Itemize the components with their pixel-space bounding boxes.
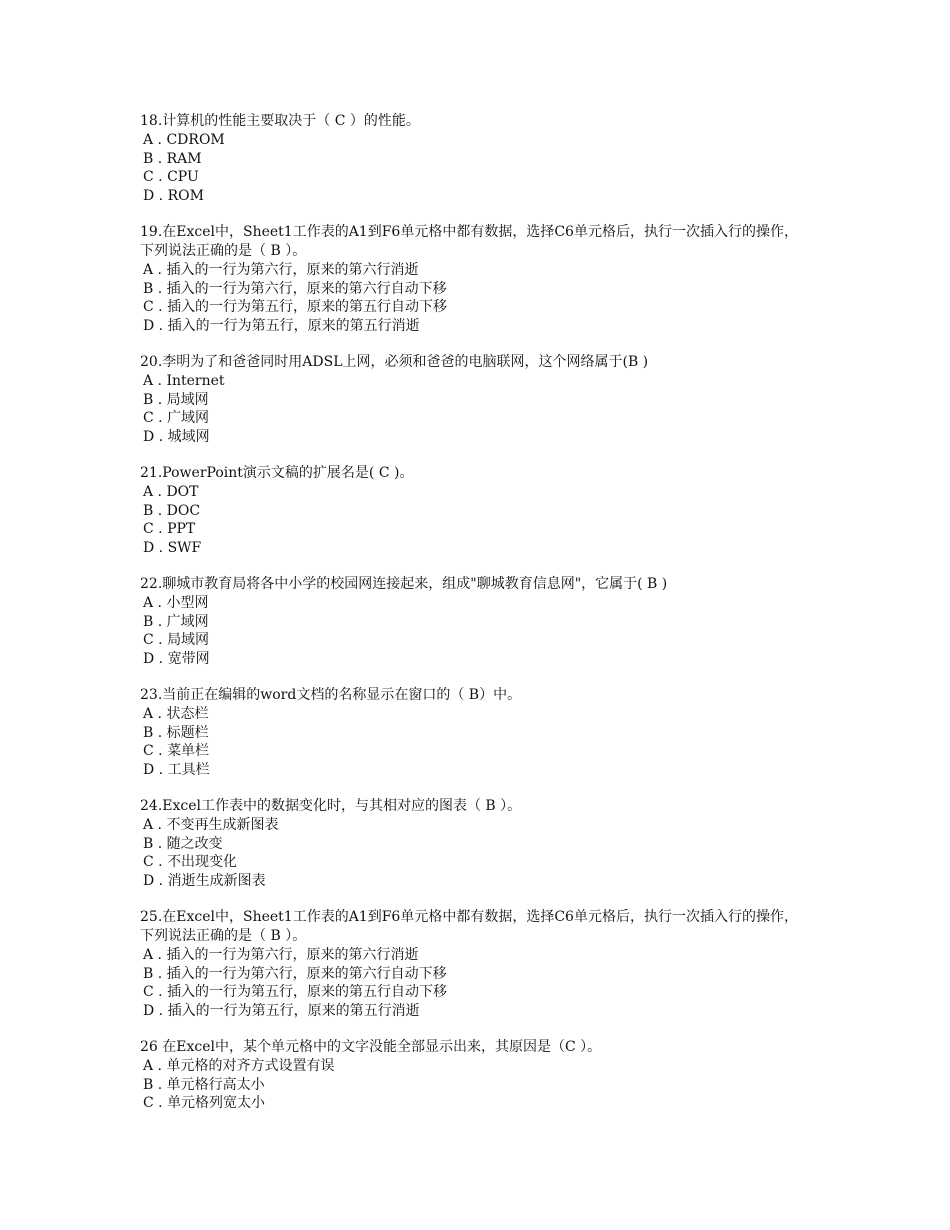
option-a: A . Internet bbox=[143, 373, 225, 389]
option-b: B . 广域网 bbox=[143, 613, 209, 630]
option-d: D . 插入的一行为第五行，原来的第五行消逝 bbox=[143, 317, 420, 334]
question-22 bbox=[140, 575, 810, 668]
option-a: A . 小型网 bbox=[143, 595, 209, 611]
option-a: A . DOT bbox=[143, 484, 199, 500]
option-c: C . 单元格列宽太小 bbox=[143, 1095, 266, 1111]
option-c: C . 插入的一行为第五行，原来的第五行自动下移 bbox=[143, 984, 448, 1000]
option-c: C . PPT bbox=[143, 521, 196, 537]
question-stem: 24.Excel工作表中的数据变化时，与其相对应的图表（ B ）。 bbox=[140, 798, 522, 814]
question-18 bbox=[140, 112, 810, 205]
option-d: D . SWF bbox=[143, 539, 202, 556]
option-a: A . 插入的一行为第六行，原来的第六行消逝 bbox=[143, 947, 419, 963]
question-26 bbox=[140, 1038, 810, 1113]
question-24 bbox=[140, 797, 810, 890]
option-c: C . 菜单栏 bbox=[143, 743, 210, 759]
option-a: A . 插入的一行为第六行，原来的第六行消逝 bbox=[143, 262, 419, 278]
option-d: D . 插入的一行为第五行，原来的第五行消逝 bbox=[143, 1002, 420, 1019]
question-stem: 22.聊城市教育局将各中小学的校园网连接起来，组成"聊城教育信息网"，它属于( B ) bbox=[140, 576, 668, 592]
question-23 bbox=[140, 686, 810, 779]
question-stem: 26 在Excel中，某个单元格中的文字没能全部显示出来，其原因是（C ）。 bbox=[140, 1039, 602, 1055]
question-20 bbox=[140, 353, 810, 446]
option-c: C . 插入的一行为第五行，原来的第五行自动下移 bbox=[143, 299, 448, 315]
option-d: D . 消逝生成新图表 bbox=[143, 872, 266, 889]
option-a: A . 单元格的对齐方式设置有误 bbox=[143, 1058, 335, 1074]
question-25 bbox=[140, 908, 810, 1020]
question-19 bbox=[140, 223, 810, 335]
question-stem: 21.PowerPoint演示文稿的扩展名是( C )。 bbox=[140, 465, 414, 481]
option-b: B . 标题栏 bbox=[143, 724, 209, 741]
question-stem: 19.在Excel中，Sheet1工作表的A1到F6单元格中都有数据，选择C6单元格后，执行一次插入行的操作，下列说法正确的是（ B ）。 bbox=[140, 224, 798, 259]
question-21 bbox=[140, 464, 810, 557]
option-d: D . 城域网 bbox=[143, 428, 210, 445]
option-a: A . 不变再生成新图表 bbox=[143, 817, 279, 833]
option-b: B . 插入的一行为第六行，原来的第六行自动下移 bbox=[143, 965, 447, 982]
option-c: C . 不出现变化 bbox=[143, 854, 238, 870]
question-stem: 25.在Excel中，Sheet1工作表的A1到F6单元格中都有数据，选择C6单元格后，执行一次插入行的操作，下列说法正确的是（ B ）。 bbox=[140, 909, 798, 944]
option-a: A . CDROM bbox=[143, 132, 225, 148]
document-page bbox=[140, 112, 810, 1131]
option-c: C . 局域网 bbox=[143, 632, 210, 648]
option-a: A . 状态栏 bbox=[143, 706, 209, 722]
option-b: B . DOC bbox=[143, 502, 201, 519]
question-stem: 23.当前正在编辑的word文档的名称显示在窗口的（ B）中。 bbox=[140, 687, 522, 703]
question-stem: 20.李明为了和爸爸同时用ADSL上网，必须和爸爸的电脑联网，这个网络属于(B ) bbox=[140, 354, 649, 370]
option-b: B . RAM bbox=[143, 150, 202, 167]
option-b: B . 插入的一行为第六行，原来的第六行自动下移 bbox=[143, 280, 447, 297]
option-c: C . 广域网 bbox=[143, 410, 210, 426]
option-d: D . 宽带网 bbox=[143, 650, 210, 667]
option-b: B . 局域网 bbox=[143, 391, 209, 408]
option-c: C . CPU bbox=[143, 169, 199, 185]
option-b: B . 单元格行高太小 bbox=[143, 1076, 265, 1093]
option-b: B . 随之改变 bbox=[143, 835, 223, 852]
option-d: D . ROM bbox=[143, 187, 204, 204]
question-stem: 18.计算机的性能主要取决于（ C ）的性能。 bbox=[140, 113, 420, 129]
option-d: D . 工具栏 bbox=[143, 761, 210, 778]
